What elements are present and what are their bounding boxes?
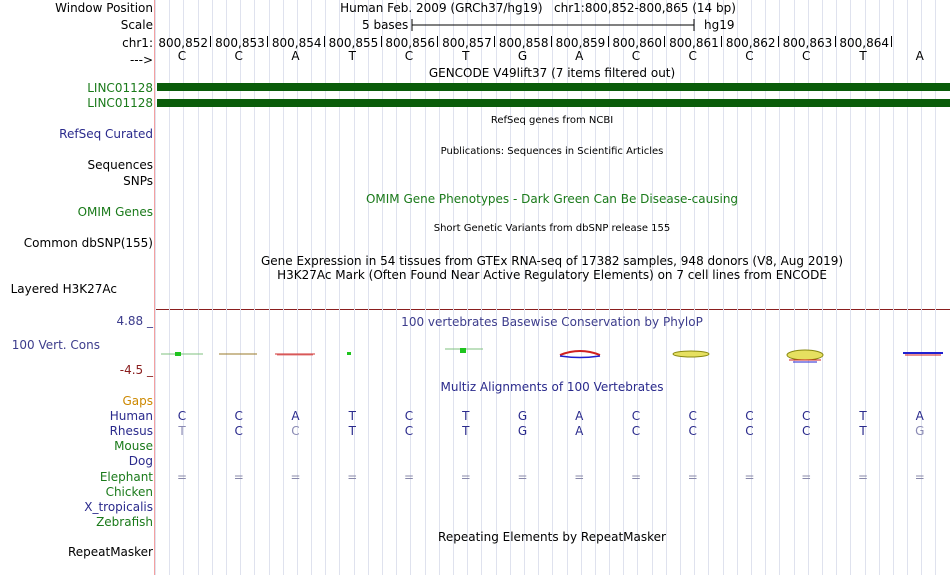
- human-base: T: [859, 409, 867, 423]
- coord-label: 800,854: [271, 36, 322, 50]
- elephant-base: =: [801, 470, 812, 484]
- track-label-layered-h3k27ac[interactable]: Layered H3K27Ac: [10, 282, 117, 296]
- elephant-base: =: [233, 470, 244, 484]
- elephant-base: =: [574, 470, 585, 484]
- base-letter: A: [915, 49, 924, 63]
- coord-tick: [494, 36, 495, 47]
- coord-label: 800,859: [555, 36, 606, 50]
- human-base: T: [462, 409, 470, 423]
- refseq-track-title: RefSeq genes from NCBI: [490, 115, 614, 126]
- track-label-repeatmasker[interactable]: RepeatMasker: [67, 545, 153, 559]
- rhesus-base: G: [517, 424, 528, 438]
- base-letter: G: [517, 49, 528, 63]
- window-position-text: [340, 1, 736, 15]
- base-letter: T: [462, 49, 470, 63]
- rhesus-base: C: [404, 424, 414, 438]
- species-label-x-tropicalis[interactable]: X_tropicalis: [84, 500, 153, 514]
- elephant-base: =: [914, 470, 925, 484]
- scale-label: Scale: [120, 18, 153, 32]
- rhesus-base: C: [688, 424, 697, 438]
- coord-tick: [381, 36, 382, 47]
- base-letter: C: [688, 49, 697, 63]
- conservation-plot: [155, 342, 950, 366]
- coord-label: 800,864: [839, 36, 889, 50]
- coord-tick: [891, 36, 892, 47]
- human-base: A: [291, 409, 300, 423]
- rhesus-base: C: [234, 424, 243, 438]
- track-label-sequences[interactable]: Sequences: [87, 158, 153, 172]
- gencode-track-title: GENCODE V49lift37 (7 items filtered out): [428, 66, 676, 80]
- human-base: C: [404, 409, 414, 423]
- track-label-linc01128-2[interactable]: LINC01128: [87, 96, 153, 110]
- base-letter: C: [234, 49, 243, 63]
- coord-tick: [267, 36, 268, 47]
- track-label-linc01128-1[interactable]: LINC01128: [87, 81, 153, 95]
- human-base: G: [517, 409, 528, 423]
- elephant-base: =: [744, 470, 755, 484]
- elephant-base: =: [290, 470, 301, 484]
- track-labels-panel: [0, 0, 153, 575]
- base-letter: C: [631, 49, 641, 63]
- species-label-human[interactable]: Human: [109, 409, 153, 423]
- assembly-text: Human Feb. 2009 (GRCh37/hg19): [340, 1, 543, 15]
- human-base: A: [915, 409, 924, 423]
- scale-bar: [411, 18, 696, 32]
- elephant-base: =: [687, 470, 698, 484]
- rhesus-base: C: [631, 424, 641, 438]
- coord-label: 800,853: [215, 36, 265, 50]
- coord-tick: [778, 36, 779, 47]
- elephant-base: =: [857, 470, 869, 484]
- elephant-base: =: [403, 470, 415, 484]
- elephant-base: =: [517, 470, 528, 484]
- species-label-dog[interactable]: Dog: [128, 454, 153, 468]
- human-base: C: [177, 409, 187, 423]
- elephant-base: =: [460, 470, 471, 484]
- pubs-track-title: Publications: Sequences in Scientific Articles: [440, 146, 664, 157]
- gtex-track-title: Gene Expression in 54 tissues from GTEx RNA-seq of 17382 samples, 948 donors (V8, Aug 2019): [260, 254, 844, 268]
- coord-tick: [324, 36, 325, 47]
- gene-bar-linc01128-2[interactable]: [157, 99, 950, 107]
- rhesus-base: T: [348, 424, 356, 438]
- rhesus-base: T: [462, 424, 470, 438]
- coord-label: 800,852: [158, 36, 208, 50]
- rhesus-base: T: [178, 424, 186, 438]
- elephant-base: =: [347, 470, 358, 484]
- base-letter: C: [745, 49, 754, 63]
- rhesus-base: G: [915, 424, 925, 438]
- human-base: C: [802, 409, 811, 423]
- coord-tick: [721, 36, 722, 47]
- base-letter: A: [291, 49, 300, 63]
- human-base: T: [348, 409, 356, 423]
- species-label-rhesus[interactable]: Rhesus: [109, 424, 153, 438]
- coord-label: 800,863: [782, 36, 833, 50]
- track-image[interactable]: [155, 0, 950, 575]
- elephant-base: =: [176, 470, 188, 484]
- species-label-elephant[interactable]: Elephant: [99, 470, 153, 484]
- chr-label: chr1:: [122, 36, 153, 50]
- rhesus-base: C: [291, 424, 300, 438]
- base-letter: C: [177, 49, 187, 63]
- omim-track-title: OMIM Gene Phenotypes - Dark Green Can Be Disease-causing: [365, 192, 739, 206]
- dbsnp-track-title: Short Genetic Variants from dbSNP release 155: [433, 223, 671, 234]
- species-label-zebrafish[interactable]: Zebrafish: [96, 515, 153, 529]
- rhesus-base: C: [802, 424, 811, 438]
- position-text: chr1:800,852-800,865 (14 bp): [554, 1, 736, 15]
- base-letter: A: [575, 49, 584, 63]
- species-label-mouse[interactable]: Mouse: [114, 439, 153, 453]
- coord-label: 800,860: [612, 36, 662, 50]
- coord-label: 800,858: [498, 36, 549, 50]
- track-label-refseq[interactable]: RefSeq Curated: [59, 127, 153, 141]
- coord-label: 800,857: [442, 36, 492, 50]
- coord-label: 800,855: [328, 36, 379, 50]
- coord-label: 800,856: [385, 36, 435, 50]
- human-base: C: [234, 409, 243, 423]
- coord-tick: [551, 36, 552, 47]
- track-label-omim[interactable]: OMIM Genes: [77, 205, 153, 219]
- elephant-base: =: [630, 470, 642, 484]
- track-label-gaps[interactable]: Gaps: [122, 394, 153, 408]
- human-base: A: [575, 409, 584, 423]
- h3k27ac-track-title: H3K27Ac Mark (Often Found Near Active Regulatory Elements) on 7 cell lines from ENCODE: [277, 268, 827, 282]
- cons-max-label: 4.88 _: [116, 314, 153, 328]
- multiz-track-title: Multiz Alignments of 100 Vertebrates: [440, 380, 664, 394]
- coord-label: 800,862: [725, 36, 776, 50]
- human-base: C: [631, 409, 641, 423]
- scale-bar-label: 5 bases: [362, 18, 409, 32]
- strand-arrow-label: --->: [129, 53, 153, 67]
- gene-bar-linc01128-1[interactable]: [157, 83, 950, 91]
- base-letter: T: [348, 49, 356, 63]
- coord-tick: [608, 36, 609, 47]
- human-base: C: [745, 409, 754, 423]
- db-label: hg19: [704, 18, 735, 32]
- coord-tick: [437, 36, 438, 47]
- base-letter: C: [404, 49, 414, 63]
- track-label-snps[interactable]: SNPs: [123, 174, 153, 188]
- rhesus-base: T: [859, 424, 867, 438]
- coord-label: 800,861: [669, 36, 719, 50]
- rhesus-base: A: [575, 424, 584, 438]
- coord-tick: [835, 36, 836, 47]
- coord-tick: [664, 36, 665, 47]
- track-label-vert-cons[interactable]: 100 Vert. Cons: [11, 338, 100, 352]
- window-position-label: Window Position: [55, 1, 153, 15]
- base-letter: C: [802, 49, 811, 63]
- grid-line: [155, 0, 156, 575]
- human-base: C: [688, 409, 697, 423]
- rhesus-base: C: [745, 424, 754, 438]
- cons-track-title: 100 vertebrates Basewise Conservation by PhyloP: [401, 315, 703, 329]
- track-label-dbsnp[interactable]: Common dbSNP(155): [23, 236, 153, 250]
- base-letter: T: [859, 49, 867, 63]
- cons-min-label: -4.5 _: [119, 363, 153, 377]
- coord-tick: [210, 36, 211, 47]
- species-label-chicken[interactable]: Chicken: [105, 485, 153, 499]
- repeatmasker-track-title: Repeating Elements by RepeatMasker: [438, 530, 666, 544]
